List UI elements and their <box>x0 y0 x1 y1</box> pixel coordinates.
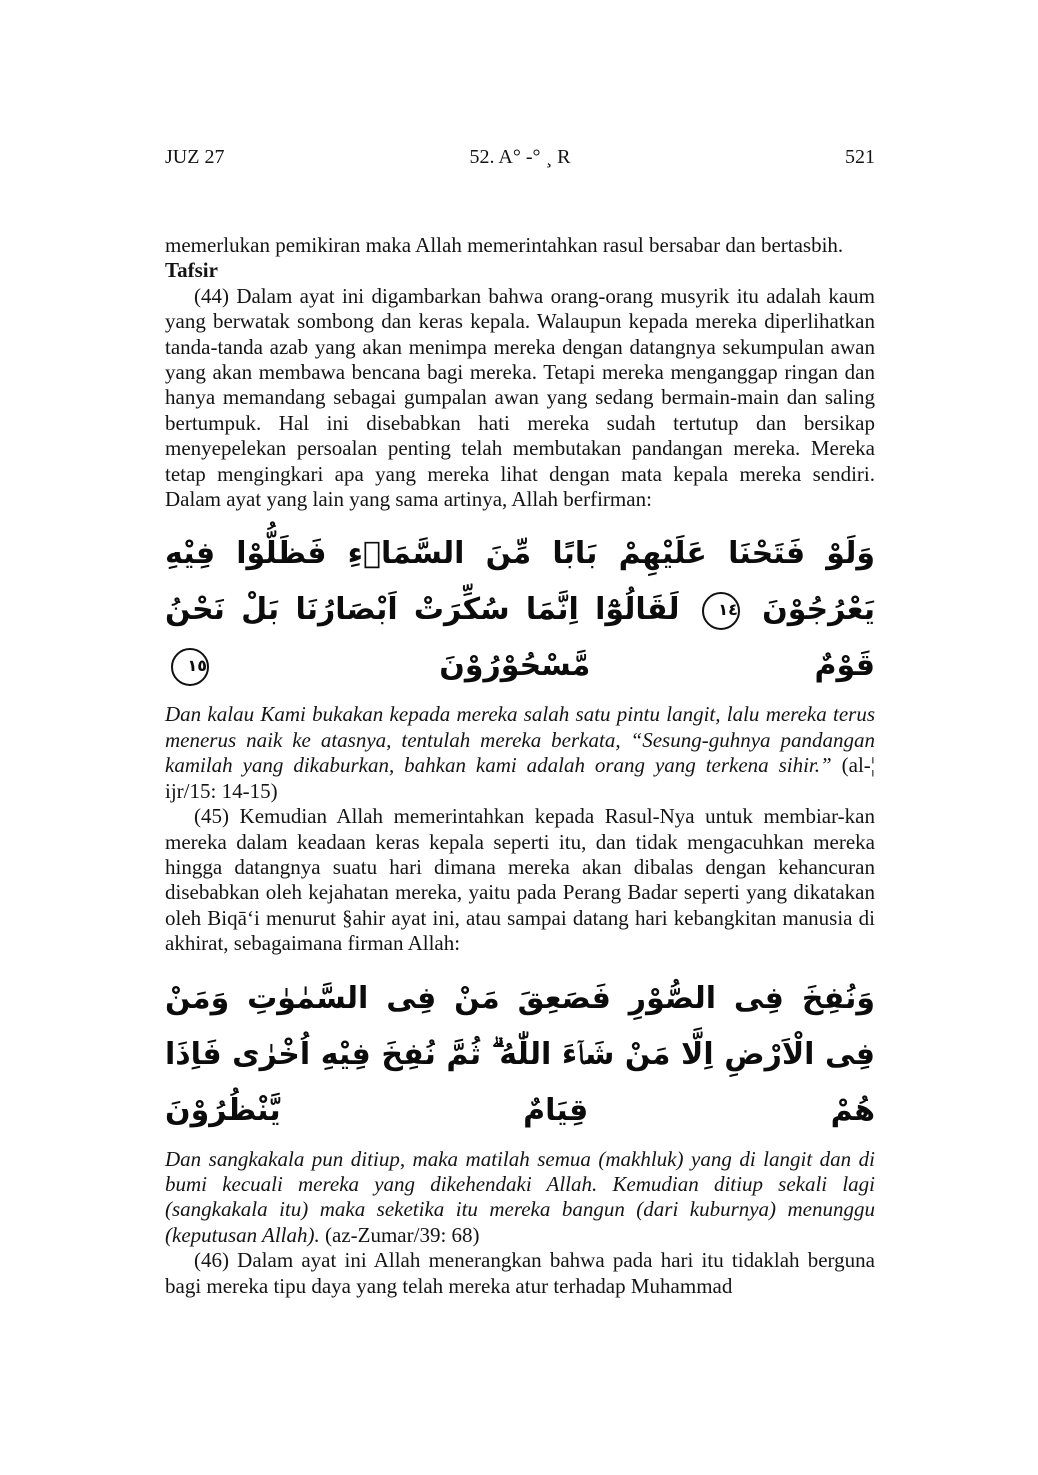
surah-title: 52. A° -° ¸ R <box>469 146 571 168</box>
paragraph-46: (46) Dalam ayat ini Allah menerangkan bahwa pada hari itu tidaklah berguna bagi mereka tipu daya yang telah mereka atur terhadap Muhammad <box>165 1248 875 1298</box>
verse-reference: (az-Zumar/39: 68) <box>319 1222 480 1247</box>
arabic-verse-text: وَلَوْ فَتَحْنَا عَلَيْهِمْ بَابًا مِّنَ السَّمَاۤءِ فَظَلُّوْا فِيْهِ يَعْرُجُوْنَ <box>165 536 875 628</box>
intro-paragraph: memerlukan pemikiran maka Allah memerintahkan rasul bersabar dan bertasbih. <box>165 233 844 257</box>
arabic-verse-text: لَقَالُوْٓا اِنَّمَا سُكِّرَتْ اَبْصَارُنَا بَلْ نَحْنُ قَوْمٌ مَّسْحُوْرُوْنَ <box>165 592 875 684</box>
paragraph-44: (44) Dalam ayat ini digambarkan bahwa orang-orang musyrik itu adalah kaum yang berwatak sombong dan keras kepala. Walaupun kepada mereka diperlihatkan tanda-tanda azab yang akan menimpa mereka dengan datangnya sekumpulan awan yang akan membawa bencana bagi mereka. Tetapi mereka menganggap ringan dan hanya memandang sebagai gumpalan awan yang sedang bermain-main dan saling bertumpuk. Hal ini disebabkan hati mereka sudah tertutup dan bersikap menyepelekan persoalan penting telah membutakan pandangan mereka. Mereka tetap mengingkari apa yang mereka lihat dengan mata kepala mereka sendiri. Dalam ayat yang lain yang sama artinya, Allah berfirman: <box>165 283 875 512</box>
page-number: 521 <box>845 146 875 168</box>
verse-translation-hijr <box>165 702 875 804</box>
verse-reference: (al-¦ ijr/15: 14-15) <box>165 753 875 803</box>
juz-label: JUZ 27 <box>165 146 225 168</box>
section-heading: Tafsir <box>165 258 218 283</box>
verse-translation-zumar <box>165 1147 875 1249</box>
arabic-verse-zumar <box>165 971 875 1139</box>
ayah-number-marker: ١٤ <box>702 592 740 630</box>
arabic-verse-hijr <box>165 526 875 694</box>
arabic-verse-text: وَنُفِخَ فِى الصُّوْرِ فَصَعِقَ مَنْ فِى السَّمٰوٰتِ وَمَنْ فِى الْاَرْضِ اِلَّا مَنْ شَاۤءَ اللّٰهُ ۗ ثُمَّ نُفِخَ فِيْهِ اُخْرٰى فَاِذَا هُمْ قِيَامٌ يَّنْظُرُوْنَ <box>165 980 875 1128</box>
page-body <box>165 233 875 1299</box>
translation-text: Dan sangkakala pun ditiup, maka matilah semua (makhluk) yang di langit dan di bumi kecuali mereka yang dikehendaki Allah. Kemudian ditiup sekali lagi (sangkakala itu) maka seketika itu mereka bangun (dari kuburnya) menunggu (keputusan Allah). <box>165 1146 875 1247</box>
translation-text: Dan kalau Kami bukakan kepada mereka salah satu pintu langit, lalu mereka terus menerus naik ke atasnya, tentulah mereka berkata, “Sesung-guhnya pandangan kamilah yang dikaburkan, bahkan kami adalah orang yang terkena sihir.” <box>165 702 875 778</box>
paragraph-45: (45) Kemudian Allah memerintahkan kepada Rasul-Nya untuk membiar-kan mereka dalam keadaan keras kepala seperti itu, dan tidak mengacuhkan mereka hingga datangnya suatu hari dimana mereka akan dibalas dengan kehancuran disebabkan oleh kejahatan mereka, yaitu pada Perang Badar seperti yang dikatakan oleh Biqā‘i menurut §ahir ayat ini, atau sampai datang hari kebangkitan manusia di akhirat, sebagaimana firman Allah: <box>165 804 875 956</box>
page-header <box>165 146 875 176</box>
ayah-number-marker: ١٥ <box>171 648 209 686</box>
